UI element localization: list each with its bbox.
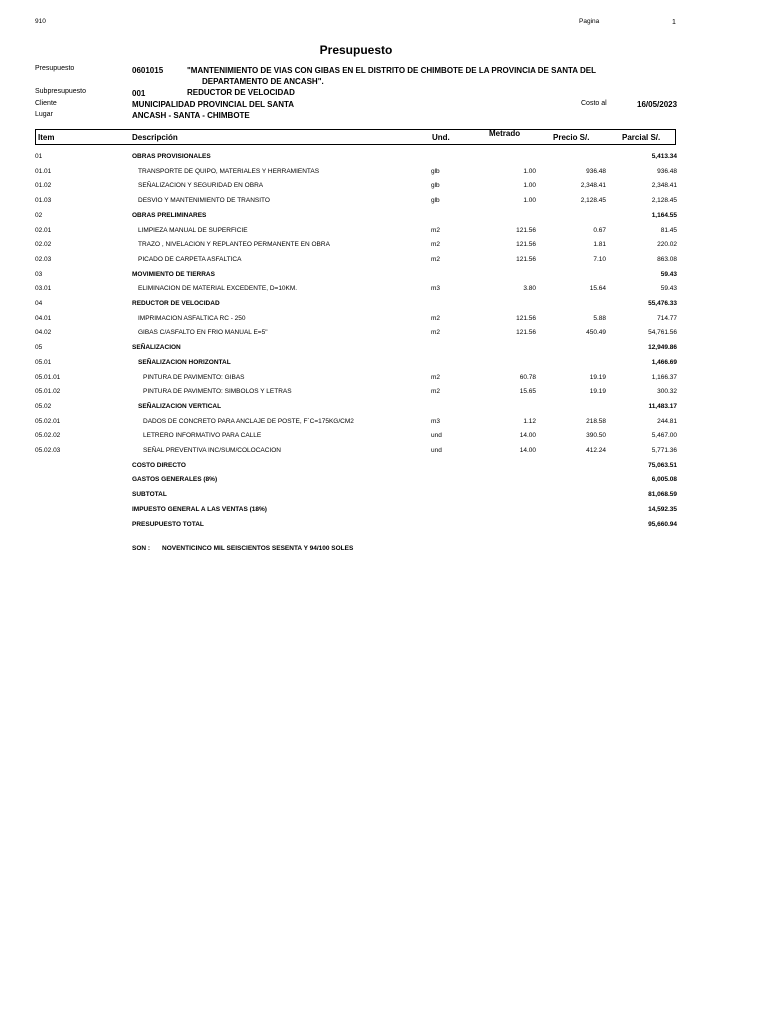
parcial-cell: 300.32 (657, 388, 677, 396)
item-cell: 05.02.03 (35, 447, 61, 454)
section-row (0, 150, 768, 164)
table-row (0, 224, 768, 238)
table-row (0, 429, 768, 443)
item-cell: 02.01 (35, 226, 52, 234)
item-cell: 04.02 (35, 329, 52, 337)
report-code: 910 (35, 18, 46, 25)
total-label: PRESUPUESTO TOTAL (132, 520, 204, 528)
subpresupuesto-description: REDUCTOR DE VELOCIDAD (187, 88, 295, 97)
description-cell: IMPRIMACION ASFALTICA RC - 250 (138, 314, 246, 322)
metrado-cell: 1.00 (523, 182, 536, 190)
metrado-cell: 15.65 (519, 388, 536, 396)
total-value: 14,592.35 (648, 505, 677, 513)
page-label: Pagina (579, 18, 600, 25)
total-value: 6,005.08 (651, 476, 677, 484)
unit-cell: m2 (431, 388, 441, 396)
unit-cell: m2 (431, 329, 441, 337)
parcial-cell: 1,166.37 (651, 373, 677, 381)
precio-cell: 15.64 (589, 285, 606, 293)
metrado-cell: 121.56 (516, 226, 536, 234)
item-cell: 02.02 (35, 241, 52, 249)
son-label: SON : (132, 545, 151, 552)
metrado-cell: 1.00 (523, 167, 536, 175)
table-row (0, 312, 768, 326)
parcial-cell: 1,466.69 (651, 358, 677, 366)
total-row (0, 488, 768, 502)
item-cell: 01.02 (35, 182, 52, 190)
presupuesto-code: 0601015 (132, 66, 164, 75)
lugar-value: ANCASH - SANTA - CHIMBOTE (132, 111, 250, 120)
table-row (0, 238, 768, 252)
description-cell: SEÑALIZACION (132, 344, 181, 352)
description-cell: REDUCTOR DE VELOCIDAD (132, 300, 220, 307)
unit-cell: m2 (431, 373, 441, 381)
item-cell: 04.01 (35, 314, 52, 322)
description-cell: PICADO DE CARPETA ASFALTICA (138, 255, 242, 263)
item-cell: 04 (35, 300, 43, 307)
table-row (0, 194, 768, 208)
item-cell: 05.01.01 (35, 373, 61, 381)
costo-date: 16/05/2023 (637, 100, 678, 109)
description-cell: TRAZO , NIVELACION Y REPLANTEO PERMANENTE EN OBRA (138, 241, 330, 249)
parcial-cell: 863.08 (657, 255, 677, 263)
item-cell: 01.03 (35, 197, 52, 205)
metrado-cell: 1.00 (523, 197, 536, 205)
metrado-cell: 121.56 (516, 241, 536, 249)
description-cell: LETRERO INFORMATIVO PARA CALLE (143, 432, 262, 440)
parcial-cell: 5,467.00 (651, 432, 677, 440)
unit-cell: m2 (431, 255, 441, 263)
parcial-cell: 55,476.33 (648, 300, 677, 307)
parcial-cell: 5,771.36 (651, 447, 677, 454)
item-cell: 01 (35, 153, 43, 160)
description-cell: SEÑALIZACION Y SEGURIDAD EN OBRA (138, 182, 264, 190)
total-label: COSTO DIRECTO (132, 461, 186, 469)
total-value: 95,660.94 (648, 520, 677, 528)
description-cell: OBRAS PRELIMINARES (132, 211, 207, 219)
metrado-cell: 3.80 (523, 285, 536, 293)
item-cell: 02.03 (35, 255, 52, 263)
total-label: GASTOS GENERALES (8%) (132, 476, 218, 484)
total-row (0, 473, 768, 487)
item-cell: 02 (35, 211, 43, 219)
section-row (0, 400, 768, 414)
total-label: IMPUESTO GENERAL A LAS VENTAS (18%) (132, 505, 267, 513)
item-cell: 05.02.01 (35, 417, 61, 425)
parcial-cell: 59.43 (660, 285, 677, 293)
column-header-parcial: Parcial S/. (622, 133, 661, 142)
description-cell: ELIMINACION DE MATERIAL EXCEDENTE, D=10KM. (138, 285, 298, 293)
total-label: SUBTOTAL (132, 491, 167, 499)
precio-cell: 19.19 (589, 373, 606, 381)
parcial-cell: 244.81 (657, 417, 677, 425)
presupuesto-label: Presupuesto (35, 65, 75, 72)
item-cell: 01.01 (35, 167, 52, 175)
unit-cell: m2 (431, 241, 441, 249)
presupuesto-description-line2: DEPARTAMENTO DE ANCASH". (202, 77, 324, 86)
lugar-label: Lugar (35, 111, 53, 118)
parcial-cell: 5,413.34 (651, 153, 677, 160)
table-row (0, 415, 768, 429)
description-cell: SEÑALIZACION HORIZONTAL (138, 358, 231, 366)
section-row (0, 356, 768, 370)
unit-cell: und (431, 447, 442, 454)
table-row (0, 179, 768, 193)
son-amount-in-words: NOVENTICINCO MIL SEISCIENTOS SESENTA Y 94/100 SOLES (162, 545, 354, 552)
total-row (0, 459, 768, 473)
subpresupuesto-code: 001 (132, 89, 146, 98)
parcial-cell: 220.02 (657, 241, 677, 249)
item-cell: 05.02.02 (35, 432, 61, 440)
total-value: 75,063.51 (648, 461, 677, 469)
unit-cell: m2 (431, 314, 441, 322)
item-cell: 05 (35, 344, 43, 352)
precio-cell: 0.67 (593, 226, 606, 234)
total-row (0, 503, 768, 517)
description-cell: LIMPIEZA MANUAL DE SUPERFICIE (138, 226, 248, 234)
parcial-cell: 2,348.41 (651, 182, 677, 190)
precio-cell: 2,128.45 (580, 197, 606, 205)
total-value: 81,068.59 (648, 491, 677, 499)
description-cell: PINTURA DE PAVIMENTO: GIBAS (143, 373, 245, 381)
section-row (0, 209, 768, 223)
metrado-cell: 1.12 (523, 417, 536, 425)
parcial-cell: 54,761.56 (648, 329, 677, 337)
column-header-metrado: Metrado (489, 129, 521, 138)
unit-cell: m2 (431, 226, 441, 234)
parcial-cell: 12,949.86 (648, 344, 677, 352)
metrado-cell: 121.56 (516, 329, 536, 337)
column-header-descripcion: Descripción (132, 133, 178, 142)
precio-cell: 450.49 (586, 329, 606, 337)
description-cell: DESVIO Y MANTENIMIENTO DE TRANSITO (138, 197, 270, 205)
description-cell: TRANSPORTE DE QUIPO, MATERIALES Y HERRAMIENTAS (138, 167, 320, 175)
description-cell: DADOS DE CONCRETO PARA ANCLAJE DE POSTE, F´C=175KG/CM2 (143, 417, 354, 425)
costo-label: Costo al (581, 100, 607, 107)
parcial-cell: 714.77 (657, 314, 677, 322)
description-cell: MOVIMIENTO DE TIERRAS (132, 270, 215, 278)
table-row (0, 385, 768, 399)
precio-cell: 390.50 (586, 432, 606, 440)
parcial-cell: 2,128.45 (651, 197, 677, 205)
description-cell: SEÑAL PREVENTIVA INC/SUM/COLOCACION (143, 447, 281, 454)
unit-cell: glb (431, 182, 440, 190)
table-row (0, 371, 768, 385)
table-row (0, 444, 768, 458)
page-number: 1 (672, 19, 676, 26)
precio-cell: 1.81 (593, 241, 606, 249)
table-row (0, 253, 768, 267)
parcial-cell: 1,164.55 (651, 211, 677, 219)
cliente-value: MUNICIPALIDAD PROVINCIAL DEL SANTA (132, 100, 295, 109)
unit-cell: m3 (431, 417, 441, 425)
description-cell: PINTURA DE PAVIMENTO: SIMBOLOS Y LETRAS (143, 388, 292, 396)
total-row (0, 518, 768, 532)
table-row (0, 326, 768, 340)
description-cell: GIBAS C/ASFALTO EN FRIO MANUAL E=5" (138, 329, 268, 337)
metrado-cell: 14.00 (519, 447, 536, 454)
presupuesto-description-line1: "MANTENIMIENTO DE VIAS CON GIBAS EN EL DISTRITO DE CHIMBOTE DE LA PROVINCIA DE SANTA DEL (187, 66, 597, 75)
item-cell: 05.01 (35, 358, 52, 366)
section-row (0, 341, 768, 355)
table-header (35, 129, 676, 145)
description-cell: SEÑALIZACION VERTICAL (138, 402, 222, 410)
metrado-cell: 121.56 (516, 314, 536, 322)
precio-cell: 412.24 (586, 447, 606, 454)
precio-cell: 2,348.41 (580, 182, 606, 190)
parcial-cell: 59.43 (660, 270, 677, 278)
section-row (0, 297, 768, 311)
metrado-cell: 14.00 (519, 432, 536, 440)
parcial-cell: 936.48 (657, 167, 677, 175)
item-cell: 03.01 (35, 285, 52, 293)
unit-cell: m3 (431, 285, 441, 293)
precio-cell: 19.19 (589, 388, 606, 396)
item-cell: 05.02 (35, 402, 52, 410)
column-header-precio: Precio S/. (553, 133, 590, 142)
unit-cell: und (431, 432, 442, 440)
precio-cell: 7.10 (593, 255, 606, 263)
unit-cell: glb (431, 197, 440, 205)
table-row (0, 165, 768, 179)
item-cell: 05.01.02 (35, 388, 61, 396)
description-cell: OBRAS PROVISIONALES (132, 153, 211, 160)
subpresupuesto-label: Subpresupuesto (35, 88, 86, 95)
column-header-item: Item (38, 133, 55, 142)
unit-cell: glb (431, 167, 440, 175)
cliente-label: Cliente (35, 100, 57, 107)
parcial-cell: 81.45 (660, 226, 677, 234)
precio-cell: 936.48 (586, 167, 606, 175)
page-title: Presupuesto (319, 43, 393, 57)
metrado-cell: 60.78 (519, 373, 536, 381)
precio-cell: 218.58 (586, 417, 606, 425)
table-row (0, 282, 768, 296)
precio-cell: 5.88 (593, 314, 606, 322)
section-row (0, 268, 768, 282)
column-header-und: Und. (432, 133, 450, 142)
item-cell: 03 (35, 270, 43, 278)
metrado-cell: 121.56 (516, 255, 536, 263)
parcial-cell: 11,483.17 (648, 402, 677, 410)
